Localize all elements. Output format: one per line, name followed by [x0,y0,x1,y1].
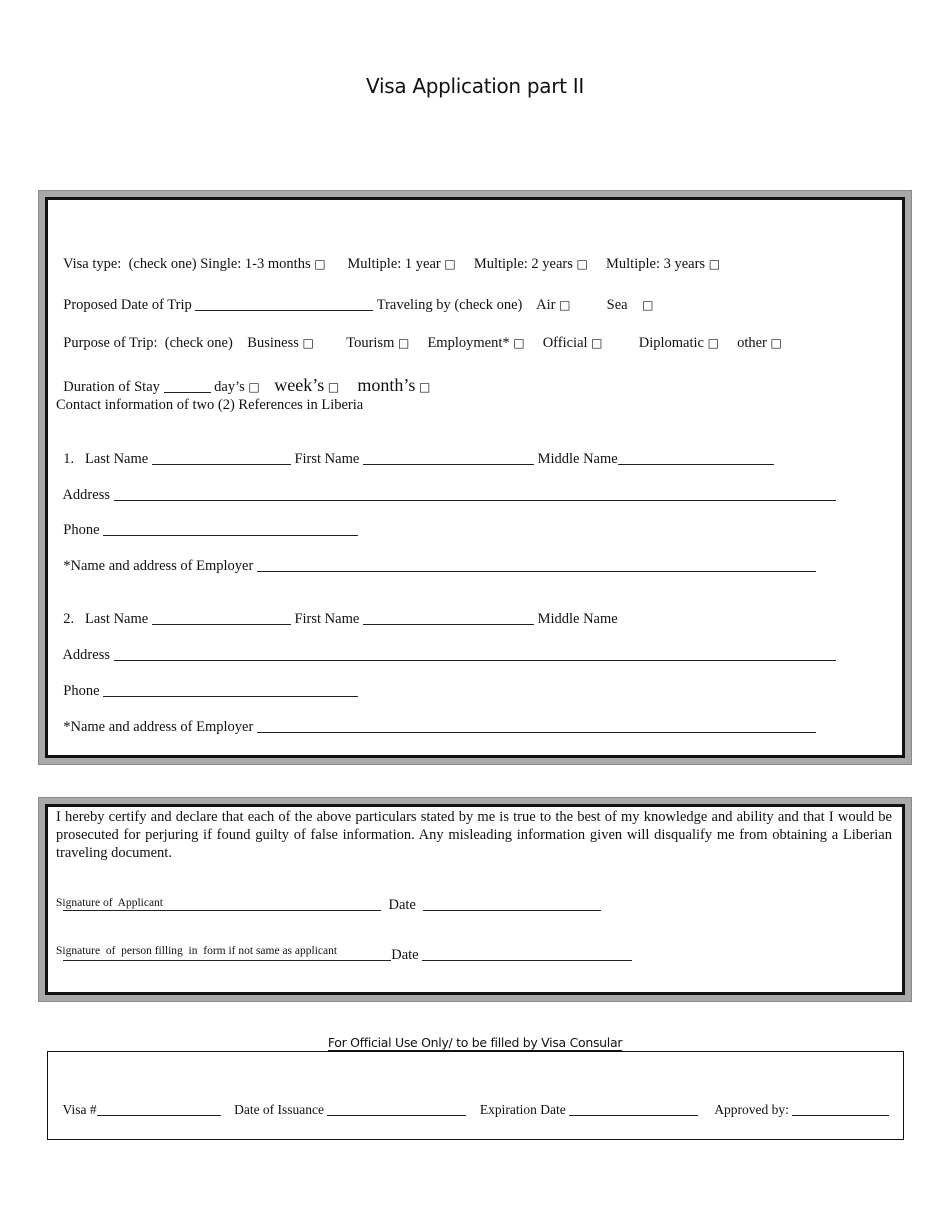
visa-number-label: Visa # [62,1102,97,1117]
applicant-date-field[interactable] [423,896,601,911]
ref1-name-row [56,433,774,468]
sea-checkbox[interactable]: □ [642,298,654,312]
applicant-date-label: Date [388,897,416,913]
ref2-employer-label: *Name and address of Employer [63,719,254,735]
ref1-first-name-label: First Name [294,451,360,467]
official-checkbox[interactable]: □ [591,336,603,350]
ref2-phone-row [56,665,358,700]
sea-label: Sea [606,297,628,313]
months-label: month’s [357,375,416,395]
weeks-label: week’s [274,375,325,395]
duration-field[interactable] [164,378,211,393]
weeks-checkbox[interactable]: □ [327,380,340,394]
ref2-middle-name-label: Middle Name [537,611,618,627]
ref1-number: 1. [63,451,75,467]
ref2-last-name-field[interactable] [152,610,291,625]
duration-label: Duration of Stay [63,379,160,395]
ref2-first-name-label: First Name [294,611,360,627]
air-label: Air [536,297,556,313]
visa-type-label: Visa type: (check one) Single: 1-3 months [63,256,311,272]
tourism-label: Tourism [346,335,395,351]
employment-label: Employment* [427,335,510,351]
multiple-3-checkbox[interactable]: □ [708,257,721,271]
ref1-employer-label: *Name and address of Employer [63,558,254,574]
trip-date-label: Proposed Date of Trip [63,297,192,313]
official-use-title [0,1035,950,1050]
other-checkbox[interactable]: □ [770,336,782,350]
ref1-phone-label: Phone [63,522,100,538]
multiple-2-label: Multiple: 2 years [473,256,573,272]
purpose-row [56,318,782,352]
declaration-text: I hereby certify and declare that each of the above particulars stated by me is true to the best of my knowledge and ability and that I would be prosecuted for perjuring if found guilty of false information. Any misleading information given will disqualify me from obtaining a Liberian traveling document. [56,809,892,861]
filler-date-label: Date [391,947,419,963]
approved-by-label: Approved by: [714,1102,789,1117]
filler-date-field[interactable] [422,946,632,961]
ref1-address-field[interactable] [114,486,836,501]
ref2-employer-row [56,701,816,736]
expiration-date-label: Expiration Date [479,1102,566,1117]
official-label: Official [542,335,588,351]
trip-date-field[interactable] [195,296,373,311]
single-checkbox[interactable]: □ [314,257,326,271]
references-heading: Contact information of two (2) References in Liberia [56,397,364,413]
ref1-middle-name-field[interactable] [618,450,774,465]
ref1-first-name-field[interactable] [363,450,534,465]
official-use-row [56,1085,889,1118]
multiple-1-label: Multiple: 1 year [347,256,441,272]
ref1-employer-row [56,540,816,575]
issuance-date-label: Date of Issuance [234,1102,325,1117]
ref2-first-name-field[interactable] [363,610,534,625]
ref2-address-label: Address [62,647,110,663]
diplomatic-checkbox[interactable]: □ [707,336,719,350]
ref2-address-field[interactable] [114,646,836,661]
page-title: Visa Application part II [366,74,584,98]
months-checkbox[interactable]: □ [418,380,431,394]
expiration-date-field[interactable] [569,1101,698,1116]
visa-type-row [56,239,720,273]
days-label: day’s [214,379,245,395]
other-label: other [737,335,767,351]
ref2-name-row [56,593,618,628]
ref2-phone-label: Phone [63,683,100,699]
ref1-address-label: Address [62,487,110,503]
days-checkbox[interactable]: □ [248,380,260,394]
applicant-signature-caption: Signature of Applicant [56,897,163,909]
duration-row [56,358,430,396]
visa-number-field[interactable] [97,1101,221,1116]
ref1-last-name-field[interactable] [152,450,291,465]
multiple-3-label: Multiple: 3 years [606,256,706,272]
business-label: Business [247,335,299,351]
ref1-phone-row [56,504,358,539]
issuance-date-field[interactable] [327,1101,466,1116]
ref1-middle-name-label: Middle Name [537,451,618,467]
air-checkbox[interactable]: □ [559,298,571,312]
ref2-employer-field[interactable] [257,718,816,733]
ref2-address-row [56,629,836,664]
multiple-1-checkbox[interactable]: □ [444,257,456,271]
filler-signature-caption: Signature of person filling in form if not same as applicant [56,945,338,957]
purpose-label: Purpose of Trip: (check one) [63,335,233,351]
ref2-last-name-label: Last Name [85,611,149,627]
ref2-number: 2. [63,611,75,627]
ref1-employer-field[interactable] [257,557,816,572]
travel-by-label: Traveling by (check one) [376,297,523,313]
official-use-title-text: For Official Use Only/ to be filled by Visa Consular [327,1035,623,1050]
ref2-phone-field[interactable] [103,682,358,697]
ref1-phone-field[interactable] [103,521,358,536]
approved-by-field[interactable] [792,1101,889,1116]
business-checkbox[interactable]: □ [302,336,314,350]
ref1-address-row [56,469,836,504]
diplomatic-label: Diplomatic [638,335,704,351]
tourism-checkbox[interactable]: □ [397,336,410,350]
trip-date-row [56,279,653,314]
multiple-2-checkbox[interactable]: □ [576,257,588,271]
ref1-last-name-label: Last Name [85,451,149,467]
employment-checkbox[interactable]: □ [513,336,525,350]
